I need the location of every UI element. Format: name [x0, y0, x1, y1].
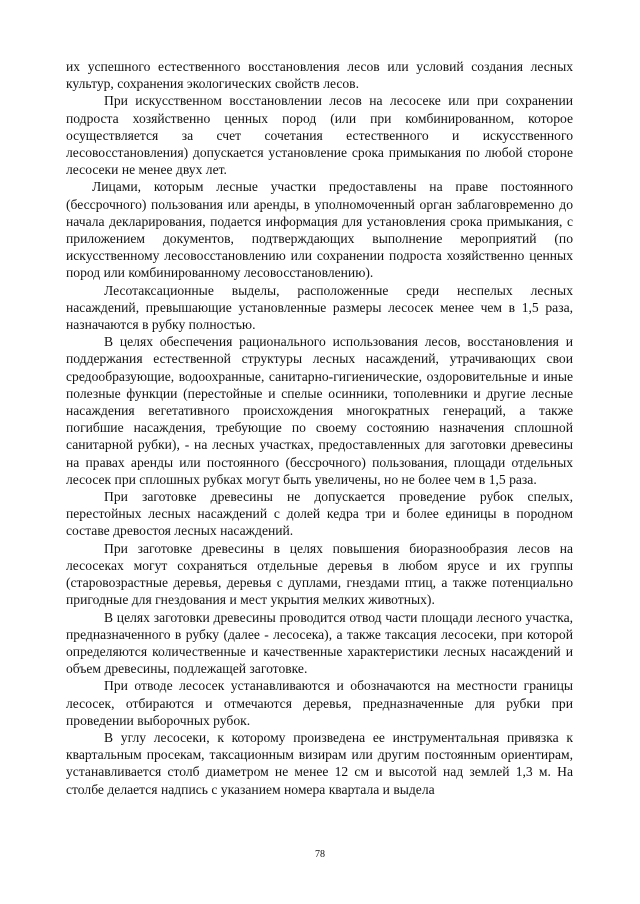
- paragraph: В целях обеспечения рационального использования лесов, восстановления и поддержания естественной структуры лесных насаждений, утрачивающих свои средообразующие, водоохранные, санитарно-гигиенические, оздоровительные и иные полезные функции (перестойные и спелые осинники, тополевники и другие лесные насаждения вегетативного происхождения многократных генераций, а также погибшие насаждения, требующие по своему состоянию назначения сплошной санитарной рубки), - на лесных участках, предоставленных для заготовки древесины на правах аренды или постоянного (бессрочного) пользования, площади отдельных лесосек при сплошных рубках могут быть увеличены, но не более чем в 1,5 раза.: [66, 334, 573, 487]
- paragraph: При отводе лесосек устанавливаются и обозначаются на местности границы лесосек, отбираются и отмечаются деревья, предназначенные для рубки при проведении выборочных рубок.: [66, 678, 573, 728]
- paragraph: При искусственном восстановлении лесов на лесосеке или при сохранении подроста хозяйственно ценных пород (или при комбинированном, которое осуществляется за счет сочетания естественного и искусственного лесовосстановления) допускается установление срока примыкания по любой стороне лесосеки не менее двух лет.: [66, 93, 573, 178]
- page-body: [66, 58, 573, 798]
- paragraph: В углу лесосеки, к которому произведена ее инструментальная привязка к квартальным просекам, таксационным визирам или другим постоянным ориентирам, устанавливается столб диаметром не менее 12 см и высотой над землей 1,3 м. На столбе делается надпись с указанием номера квартала и выдела: [66, 729, 573, 797]
- paragraph: В целях заготовки древесины проводится отвод части площади лесного участка, предназначенного в рубку (далее - лесосека), а также таксация лесосеки, при которой определяются количественные и качественные характеристики лесных насаждений и объем древесины, подлежащей заготовке.: [66, 609, 573, 677]
- paragraph: их успешного естественного восстановления лесов или условий создания лесных культур, сохранения экологических свойств лесов.: [66, 59, 573, 92]
- page-number: 78: [315, 849, 325, 860]
- paragraph: При заготовке древесины в целях повышения биоразнообразия лесов на лесосеках могут сохраняться отдельные деревья в любом ярусе и их группы (старовозрастные деревья, деревья с дуплами, гнездами птиц, а также потенциально пригодные для гнездования и мест укрытия мелких животных).: [66, 540, 573, 608]
- paragraph: Лицами, которым лесные участки предоставлены на праве постоянного (бессрочного) пользования или аренды, в уполномоченный орган заблаговременно до начала декларирования, подается информация для установления срока примыкания, с приложением документов, подтверждающих выполнение мероприятий (по искусственному лесовосстановлению или сохранении подроста хозяйственно ценных пород или комбинированному лесовосстановлению).: [66, 179, 573, 281]
- paragraph: При заготовке древесины не допускается проведение рубок спелых, перестойных лесных насаждений с долей кедра три и более единицы в породном составе древостоя лесных насаждений.: [66, 489, 573, 539]
- paragraph: Лесотаксационные выделы, расположенные среди неспелых лесных насаждений, превышающие установленные размеры лесосек менее чем в 1,5 раза, назначаются в рубку полностью.: [66, 282, 573, 333]
